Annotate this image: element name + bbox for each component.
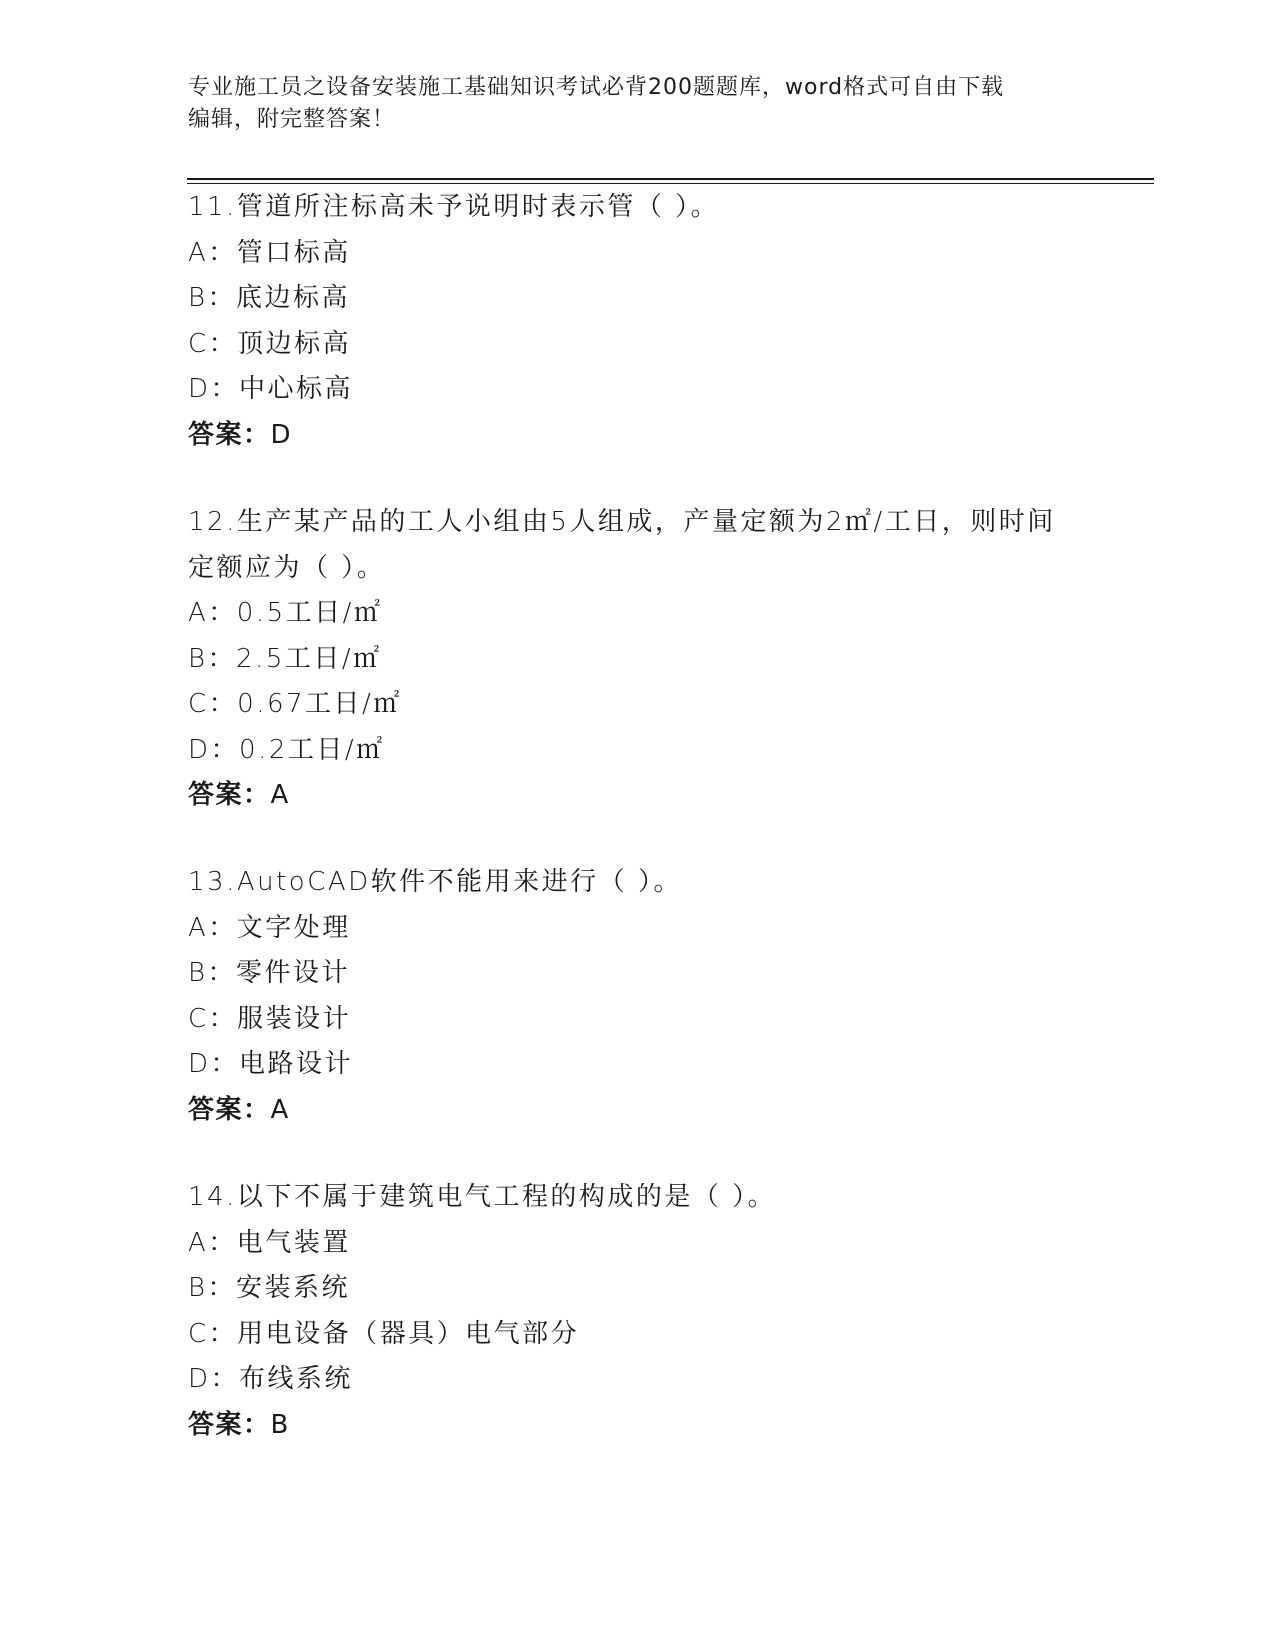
question-11 [188,185,1088,458]
answer-value: B [270,1409,290,1440]
option-b: B：安装系统 [188,1273,351,1303]
option-c: C：顶边标高 [188,328,352,359]
option-d: D：电路设计 [188,1049,354,1079]
option-d: D：布线系统 [188,1364,354,1394]
document-header [188,72,1088,136]
question-14 [188,1175,1088,1448]
question-stem-line-1: 12.生产某产品的工人小组由5人组成，产量定额为2㎡/工日，则时间 [188,507,1056,537]
question-stem: 14.以下不属于建筑电气工程的构成的是（ ）。 [188,1182,777,1212]
option-d: D：0.2工日/㎡ [188,734,385,765]
option-c: C：用电设备（器具）电气部分 [188,1318,580,1349]
answer-value: D [270,419,293,450]
answer-label: 答案： [188,419,271,450]
header-line-1: 专业施工员之设备安装施工基础知识考试必背200题题库，word格式可自由下载 [188,75,1005,100]
answer-line [188,773,1088,819]
answer-line [188,413,1088,459]
answer-line [188,1088,1088,1134]
option-a: A：0.5工日/㎡ [188,598,383,628]
question-13 [188,860,1088,1133]
answer-label: 答案： [188,1409,271,1440]
header-line-2: 编辑，附完整答案！ [188,107,396,132]
question-stem-line-2: 定额应为（ ）。 [188,552,386,583]
question-stem: 13.AutoCAD软件不能用来进行（ ）。 [188,867,682,897]
option-b: B：底边标高 [188,283,351,313]
answer-label: 答案： [188,780,271,810]
answer-label: 答案： [188,1094,271,1125]
option-c: C：0.67工日/㎡ [188,689,402,719]
option-c: C：服装设计 [188,1003,352,1034]
option-b: B：零件设计 [188,958,351,988]
answer-value: A [270,1094,290,1125]
header-divider-thick [187,178,1154,180]
option-d: D：中心标高 [188,374,354,404]
question-12 [188,500,1088,819]
answer-value: A [270,780,290,810]
option-a: A：文字处理 [188,912,351,943]
option-b: B：2.5工日/㎡ [188,643,382,674]
question-stem: 11.管道所注标高未予说明时表示管（ ）。 [188,192,720,222]
answer-line [188,1403,1088,1449]
option-a: A：电气装置 [188,1227,351,1258]
header-divider-thin [187,183,1154,184]
option-a: A：管口标高 [188,237,351,268]
